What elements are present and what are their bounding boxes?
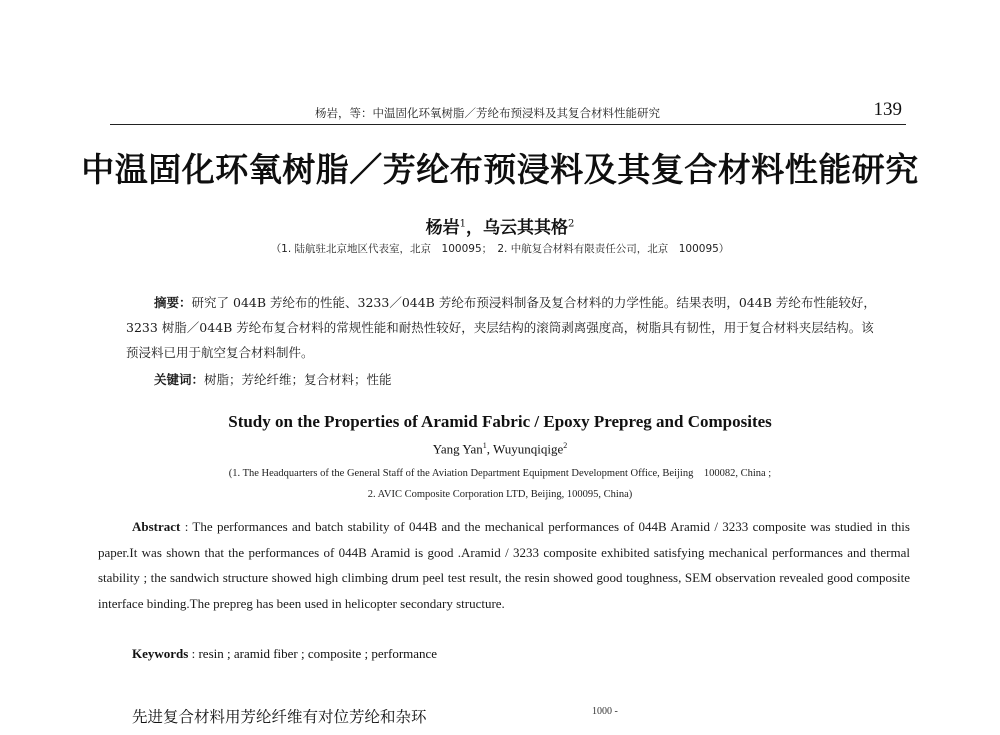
keywords-separator-english: : — [188, 646, 199, 661]
author-1-english: Yang Yan — [432, 441, 483, 457]
author-2-affiliation-mark: 2 — [568, 218, 575, 230]
page-marker: 1000 - — [592, 706, 618, 717]
abstract-label-chinese: 摘要： — [154, 295, 192, 310]
author-1-affiliation-mark: 1 — [459, 218, 466, 230]
keywords-english — [132, 646, 892, 662]
keywords-text-chinese: 树脂；芳纶纤维；复合材料；性能 — [204, 372, 392, 387]
keywords-label-english: Keywords — [132, 646, 189, 661]
author-separator-en: , — [486, 441, 493, 457]
abstract-chinese — [126, 290, 886, 365]
author-2-english: Wuyunqiqige — [493, 441, 564, 457]
affiliation-english-line-2: 2. AVIC Composite Corporation LTD, Beijing, 100095, China) — [367, 489, 633, 500]
keywords-text-english: resin ; aramid fiber ; composite ; performance — [198, 646, 438, 661]
author-2-chinese: 乌云其其格 — [483, 218, 568, 238]
affiliation-chinese: （1. 陆航驻北京地区代表室，北京 100095； 2. 中航复合材料有限责任公司，北京 100095） — [270, 243, 730, 255]
running-header — [110, 98, 906, 125]
paper-title-chinese: 中温固化环氧树脂／芳纶布预浸料及其复合材料性能研究 — [81, 150, 919, 189]
author-1-chinese: 杨岩 — [425, 218, 460, 238]
author-2-affiliation-mark-en: 2 — [563, 441, 568, 450]
abstract-english — [98, 514, 910, 616]
affiliation-english-line-1: (1. The Headquarters of the General Staff of the Aviation Department Equipment Development Office, Beijing 100082, China ; — [228, 468, 772, 479]
author-1-affiliation-mark-en: 1 — [482, 441, 487, 450]
running-title: 杨岩，等：中温固化环氧树脂／芳纶布预浸料及其复合材料性能研究 — [315, 106, 660, 120]
author-separator: ， — [466, 218, 483, 238]
body-text-start: 先进复合材料用芳纶纤维有对位芳纶和杂环 — [132, 708, 427, 726]
keywords-chinese — [154, 370, 874, 388]
abstract-separator-english: : — [180, 519, 193, 534]
paper-title-english: Study on the Properties of Aramid Fabric / Epoxy Prepreg and Composites — [228, 412, 772, 431]
keywords-label-chinese: 关键词： — [154, 372, 205, 387]
page-number: 139 — [873, 99, 902, 120]
authors-english — [0, 441, 1000, 457]
abstract-text-chinese: 研究了 044B 芳纶布的性能、3233／044B 芳纶布预浸料制备及复合材料的力学性能。结果表明，044B 芳纶布性能较好，3233 树脂／044B 芳纶布复合材料的常规性能和耐热性较好，夹层结构的滚筒剥离强度高，树脂具有韧性，用于复合材料夹层结构。该预浸料已用于航空复合材料制件。 — [126, 295, 876, 360]
abstract-text-english: The performances and batch stability of 044B and the mechanical performances of 044B Aramid / 3233 composite was studied in this paper.It was shown that the performances of 044B Aramid is good .Aramid / 3233 composite exhibited satisfying mechanical performances and thermal stability ; the sandwich structure showed high climbing drum peel test result, the resin showed good toughness, SEM observation revealed good composite interface binding.The prepreg has been used in helicopter secondary structure. — [98, 519, 910, 611]
authors-chinese — [0, 213, 1000, 238]
abstract-label-english: Abstract — [132, 519, 181, 534]
